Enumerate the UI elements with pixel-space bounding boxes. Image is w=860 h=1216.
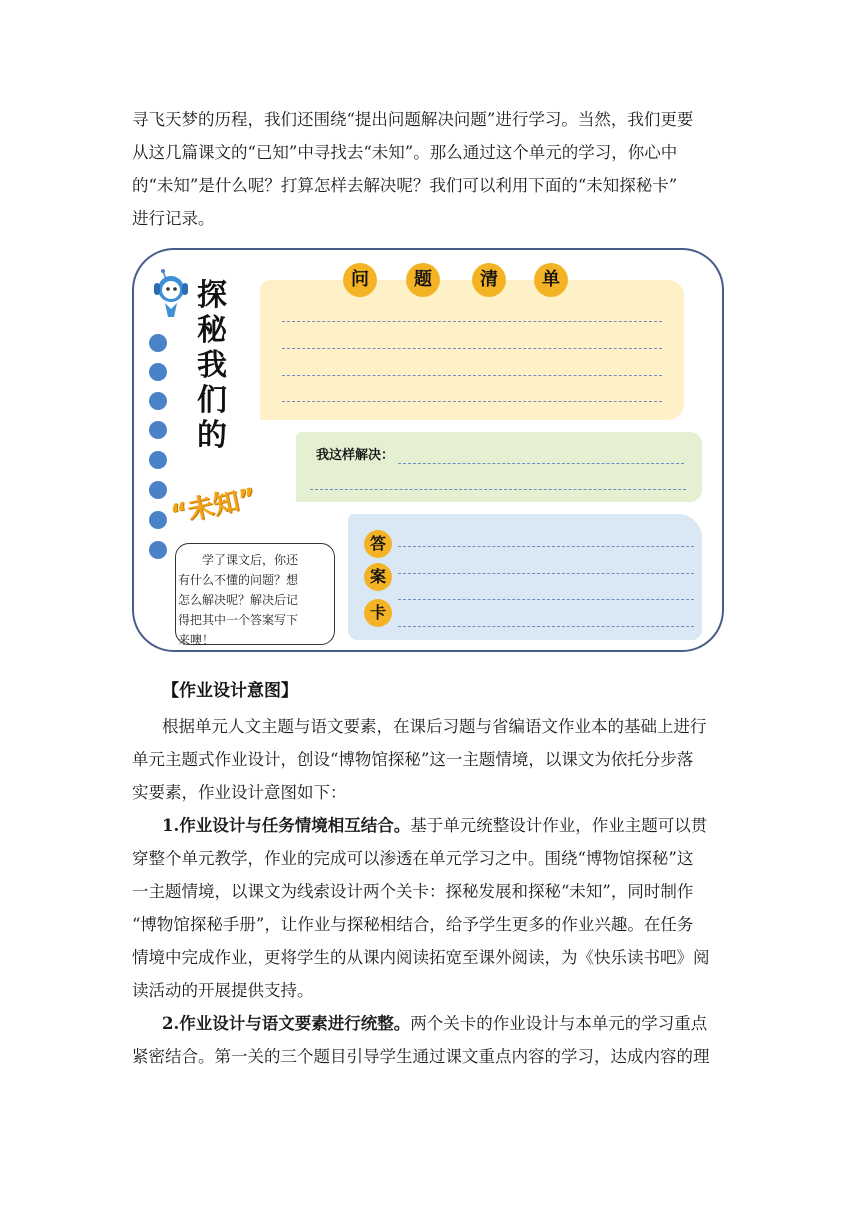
- body-line: 穿整个单元教学，作业的完成可以渗透在单元学习之中。围绕“博物馆探秘”这: [132, 849, 694, 868]
- decor-dot: [149, 334, 167, 352]
- body-text: [132, 710, 732, 1073]
- bubble-line: 得把其中一个答案写下: [178, 613, 299, 627]
- card-vertical-title: [190, 278, 234, 453]
- decor-dot: [149, 541, 167, 559]
- question-write-line[interactable]: [282, 375, 662, 376]
- question-chip: 单: [534, 263, 568, 297]
- bubble-line: 有什么不懂的问题？想: [178, 573, 299, 587]
- title-char: 秘: [197, 313, 227, 348]
- section-heading: 【作业设计意图】: [162, 681, 298, 701]
- body-line-rest: 两个关卡的作业设计与本单元的学习重点: [410, 1014, 708, 1033]
- title-char: 们: [197, 383, 227, 418]
- decor-dot: [149, 511, 167, 529]
- answer-chip: 案: [364, 563, 392, 591]
- question-write-line[interactable]: [282, 348, 662, 349]
- decor-dot: [149, 421, 167, 439]
- title-char: 我: [197, 348, 227, 383]
- answer-write-line[interactable]: [398, 626, 694, 627]
- answer-card-panel: [348, 514, 702, 640]
- intro-line: 进行记录。: [132, 209, 215, 228]
- intro-line: 寻飞天梦的历程，我们还围绕“提出问题解决问题”进行学习。当然，我们更要: [132, 110, 694, 129]
- body-line-rest: 基于单元统整设计作业，作业主题可以贯: [410, 816, 708, 835]
- question-chip: 题: [406, 263, 440, 297]
- solve-panel: [296, 432, 702, 502]
- decor-dot: [149, 451, 167, 469]
- question-write-line[interactable]: [282, 321, 662, 322]
- title-char: 的: [197, 418, 227, 453]
- body-line: “博物馆探秘手册”，让作业与探秘相结合，给予学生更多的作业兴趣。在任务: [132, 915, 694, 934]
- body-line: 紧密结合。第一关的三个题目引导学生通过课文重点内容的学习，达成内容的理: [132, 1047, 710, 1066]
- bubble-line: 怎么解决呢？解决后记: [178, 593, 299, 607]
- title-char: 探: [197, 278, 227, 313]
- answer-write-line[interactable]: [398, 599, 694, 600]
- intro-line: 的“未知”是什么呢？打算怎样去解决呢？我们可以利用下面的“未知探秘卡”: [132, 176, 678, 195]
- question-chip: 清: [472, 263, 506, 297]
- body-line: 根据单元人文主题与语文要素，在课后习题与省编语文作业本的基础上进行: [162, 717, 707, 736]
- intro-paragraph: [132, 103, 732, 235]
- solve-write-line[interactable]: [398, 463, 684, 464]
- question-write-line[interactable]: [282, 401, 662, 402]
- answer-chip: 答: [364, 530, 392, 558]
- bubble-line: 学了课文后，你还: [202, 553, 299, 567]
- solve-write-line[interactable]: [310, 489, 686, 490]
- question-list-panel: [260, 280, 684, 420]
- answer-chip: 卡: [364, 599, 392, 627]
- body-line: [132, 1007, 732, 1040]
- body-line: 一主题情境，以课文为线索设计两个关卡：探秘发展和探秘“未知”，同时制作: [132, 882, 694, 901]
- mascot-icon: [149, 269, 193, 319]
- decor-dot: [149, 363, 167, 381]
- body-line: 读活动的开展提供支持。: [132, 981, 314, 1000]
- answer-write-line[interactable]: [398, 546, 694, 547]
- bubble-line: 来噢！: [178, 633, 215, 647]
- decor-dot: [149, 481, 167, 499]
- body-bold-lead: 1.作业设计与任务情境相互结合。: [162, 816, 411, 835]
- body-bold-lead: 2.作业设计与语文要素进行统整。: [162, 1014, 411, 1033]
- solve-label: 我这样解决：: [316, 448, 395, 463]
- intro-line: 从这几篇课文的“已知”中寻找去“未知”。那么通过这个单元的学习，你心中: [132, 143, 678, 162]
- speech-bubble-text: [178, 550, 330, 650]
- body-line: [132, 809, 732, 842]
- answer-write-line[interactable]: [398, 573, 694, 574]
- decor-dot: [149, 392, 167, 410]
- body-line: 实要素，作业设计意图如下：: [132, 783, 347, 802]
- body-line: 情境中完成作业，更将学生的从课内阅读拓宽至课外阅读，为《快乐读书吧》阅: [132, 948, 710, 967]
- body-line: 单元主题式作业设计，创设“博物馆探秘”这一主题情境，以课文为依托分步落: [132, 750, 694, 769]
- question-chip: 问: [343, 263, 377, 297]
- unknown-label: “未知”: [168, 482, 259, 531]
